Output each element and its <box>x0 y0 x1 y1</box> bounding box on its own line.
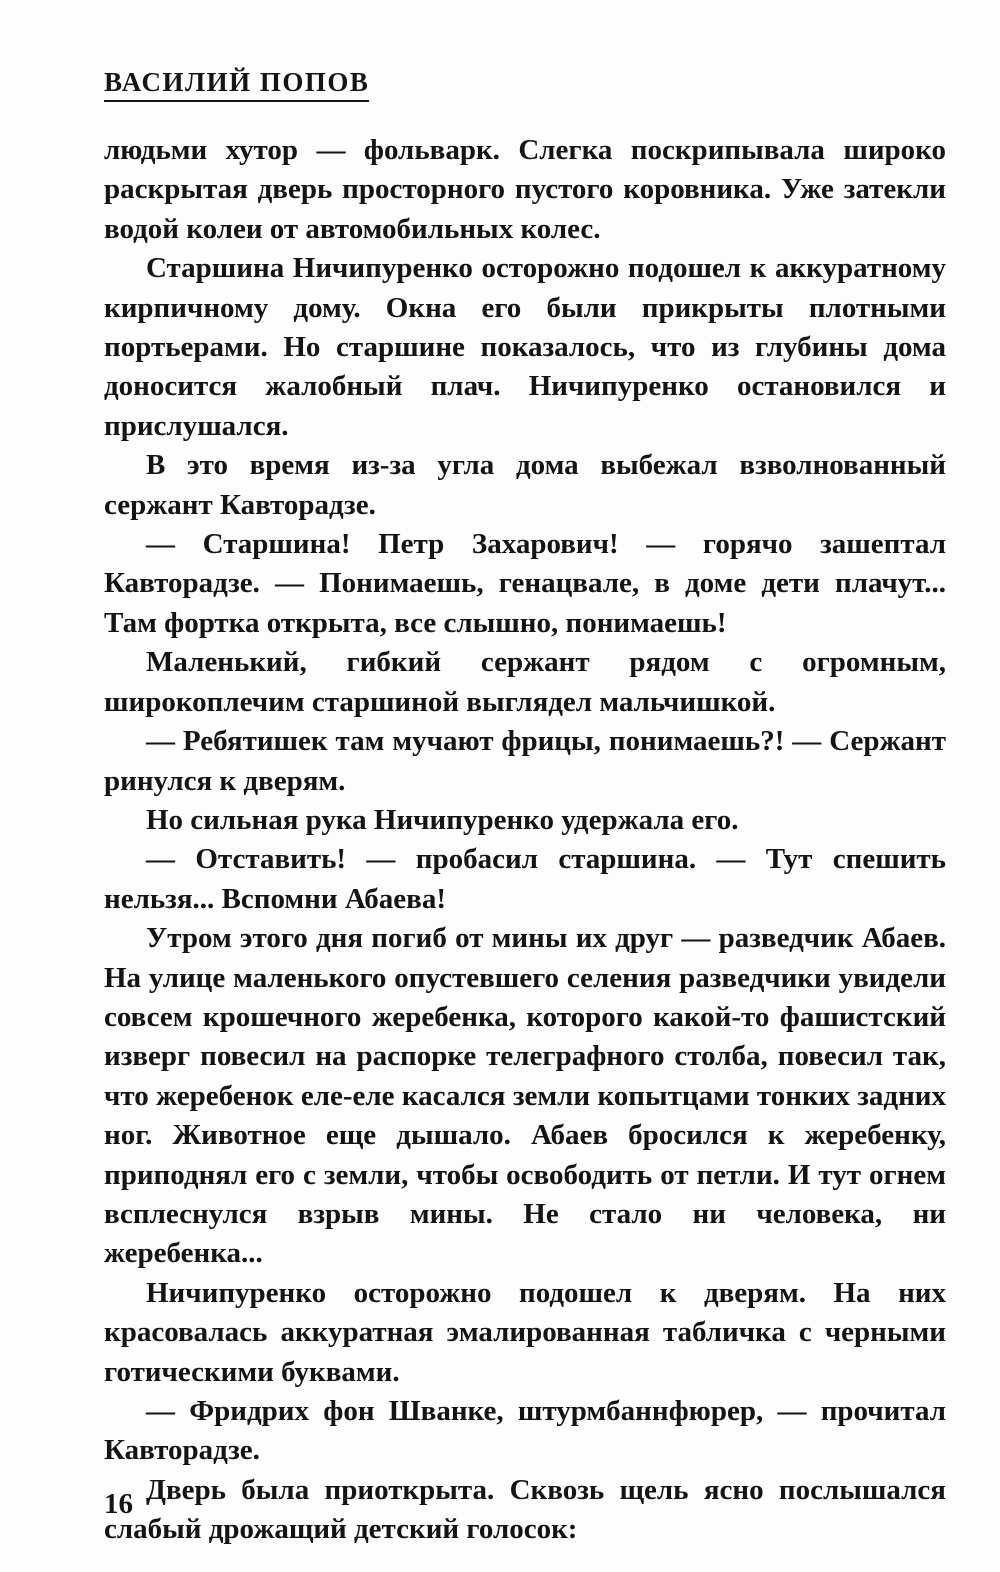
page-number: 16 <box>104 1488 133 1520</box>
dialogue-paragraph: — Старшина! Петр Захарович! — горячо зашептал Кавторадзе. — Понимаешь, генацвале, в доме дети плачут... Там фортка открыта, все слышно, понимаешь! <box>104 528 946 639</box>
paragraph: Утром этого дня погиб от мины их друг — разведчик Абаев. На улице маленького опустевшего селения разведчики увидели совсем крошечного жеребенка, которого какой-то фашистский изверг повесил на распорке телеграфного столба, повесил так, что жеребенок еле-еле касался земли копытцами тонких задних ног. Животное еще дышало. Абаев бросился к жеребенку, приподнял его с земли, чтобы освободить от петли. И тут огнем всплеснулся взрыв мины. Не стало ни человека, ни жеребенка... <box>104 922 946 1270</box>
dialogue-paragraph: — Отставить! — пробасил старшина. — Тут спешить нельзя... Вспомни Абаева! <box>104 843 946 915</box>
dialogue-paragraph: — Фридрих фон Шванке, штурмбаннфюрер, — прочитал Кавторадзе. <box>104 1395 946 1467</box>
paragraph: людьми хутор — фольварк. Слегка поскрипывала широко раскрытая дверь просторного пустого коровника. Уже затекли водой колеи от автомобильных колес. <box>104 134 946 245</box>
paragraph: Но сильная рука Ничипуренко удержала его. <box>146 803 739 836</box>
body-text <box>104 131 946 1550</box>
paragraph: Ничипуренко осторожно подошел к дверям. На них красовалась аккуратная эмалированная табличка с черными готическими буквами. <box>104 1276 946 1388</box>
paragraph: Старшина Ничипуренко осторожно подошел к аккуратному кирпичному дому. Окна его были прикрыты плотными портьерами. Но старшине показалось, что из глубины дома доносится жалобный плач. Ничипуренко остановился и прислушался. <box>104 252 946 442</box>
dialogue-paragraph: — Ребятишек там мучают фрицы, понимаешь?! — Сержант ринулся к дверям. <box>104 725 946 797</box>
running-header: ВАСИЛИЙ ПОПОВ <box>104 66 369 102</box>
paragraph: Дверь была приоткрыта. Сквозь щель ясно послышался слабый дрожащий детский голосок: <box>104 1473 946 1546</box>
paragraph: В это время из-за угла дома выбежал взволнованный сержант Кавторадзе. <box>104 449 946 521</box>
paragraph: Маленький, гибкий сержант рядом с огромным, широкоплечим старшиной выглядел мальчишкой. <box>104 646 946 718</box>
